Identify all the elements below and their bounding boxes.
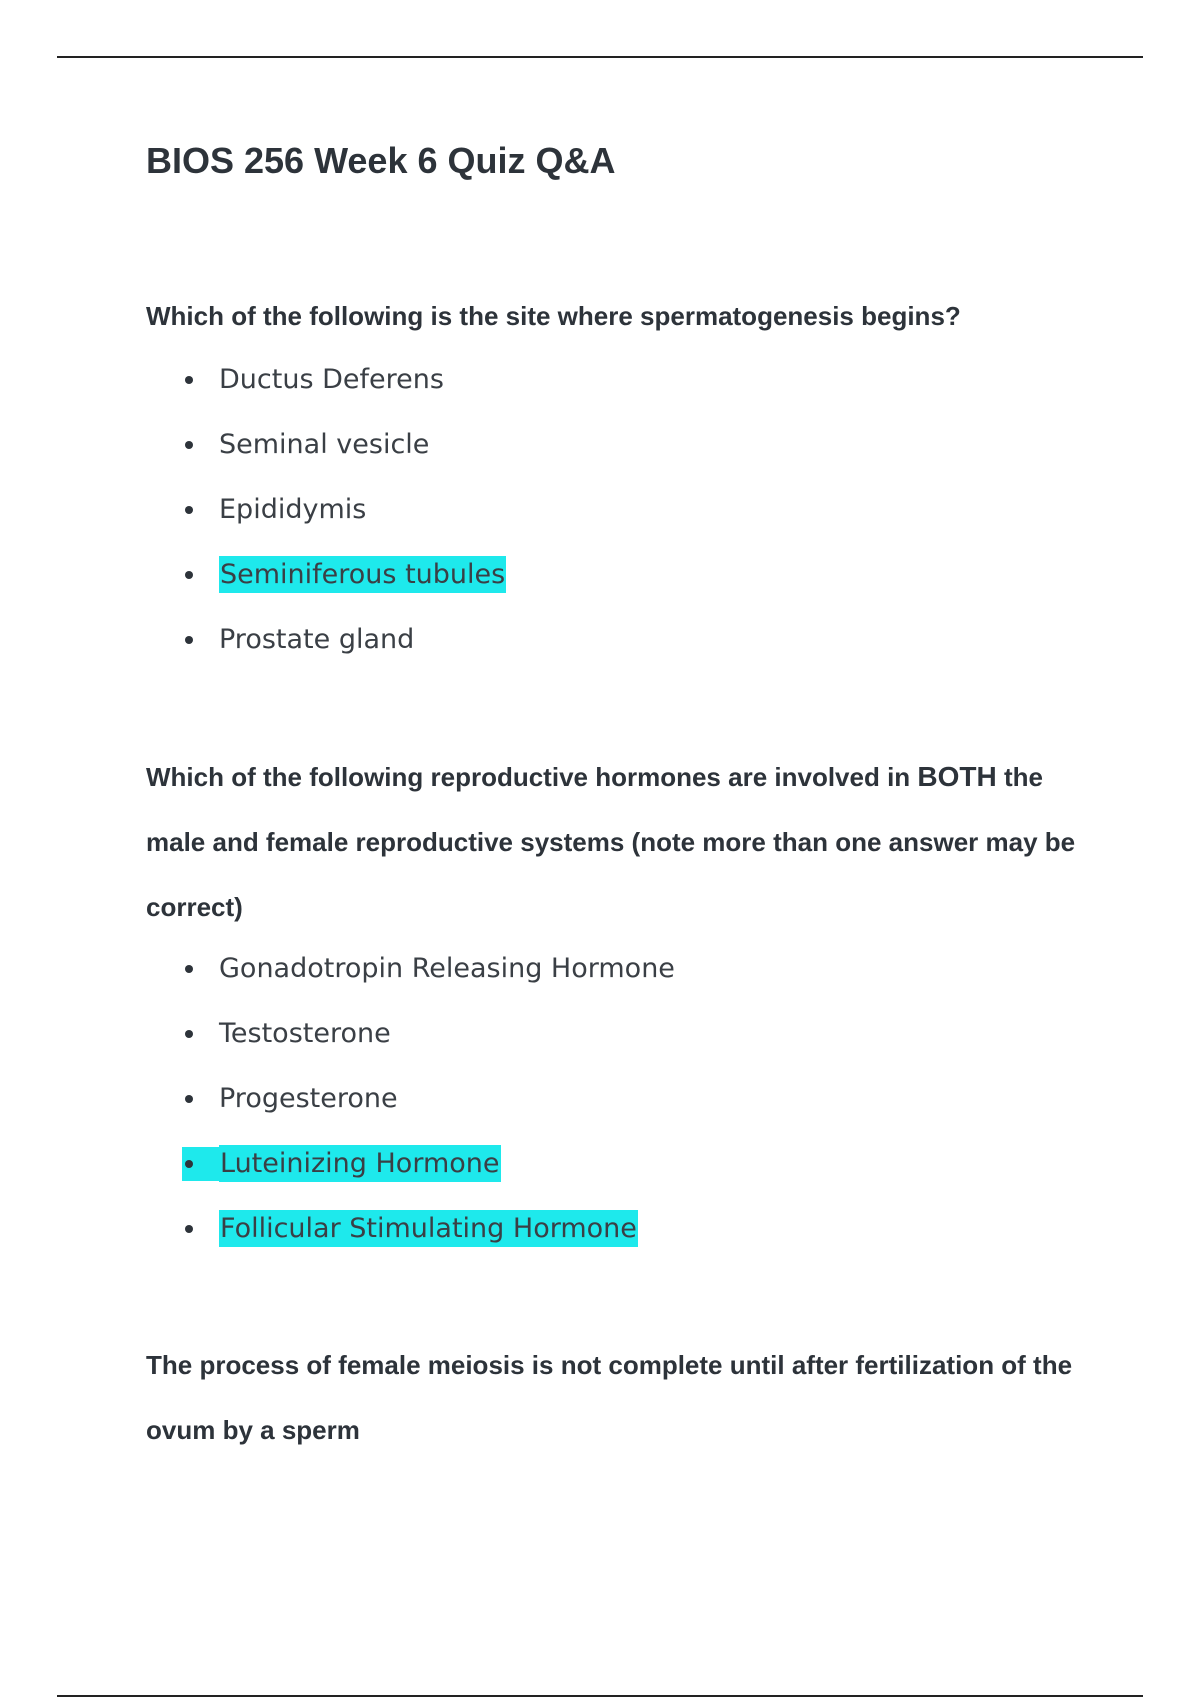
bullet-icon: [182, 1066, 200, 1131]
bullet-icon: [182, 477, 200, 542]
question-2-text-before: Which of the following reproductive hormones are involved in: [146, 762, 918, 792]
bullet-icon: [182, 607, 200, 672]
option-epididymis: Epididymis: [146, 477, 506, 542]
bullet-icon: [182, 347, 200, 412]
question-2-emphasis: BOTH: [917, 761, 997, 792]
bullet-icon: [182, 542, 200, 607]
question-2: [146, 744, 1086, 940]
option-seminiferous-tubules-answer: [146, 542, 506, 607]
question-1-options: [146, 347, 506, 672]
bottom-rule: [57, 1695, 1143, 1697]
option-progesterone: Progesterone: [146, 1066, 675, 1131]
document-title: BIOS 256 Week 6 Quiz Q&A: [146, 140, 616, 181]
question-2-options: [146, 936, 675, 1261]
option-ductus-deferens: Ductus Deferens: [146, 347, 506, 412]
option-prostate-gland: Prostate gland: [146, 607, 506, 672]
option-testosterone: Testosterone: [146, 1001, 675, 1066]
bullet-icon: [182, 1131, 200, 1196]
highlighted-answer: Luteinizing Hormone: [219, 1145, 501, 1182]
bullet-icon: [182, 936, 200, 1001]
option-luteinizing-hormone-answer: [146, 1131, 675, 1196]
bullet-icon: [182, 1001, 200, 1066]
highlighted-answer: Follicular Stimulating Hormone: [219, 1210, 638, 1247]
bullet-icon: [182, 412, 200, 477]
question-3: The process of female meiosis is not complete until after fertilization of the ovum by a sperm: [146, 1350, 1073, 1445]
option-gonadotropin-releasing-hormone: Gonadotropin Releasing Hormone: [146, 936, 675, 1001]
highlighted-answer: Seminiferous tubules: [219, 556, 506, 593]
question-2-text-after: the male and female reproductive systems (note more than one answer may be correct): [146, 762, 1076, 922]
option-follicular-stimulating-hormone-answer: [146, 1196, 675, 1261]
bullet-icon: [182, 1196, 200, 1261]
option-seminal-vesicle: Seminal vesicle: [146, 412, 506, 477]
question-1: Which of the following is the site where spermatogenesis begins?: [146, 301, 961, 331]
top-rule: [57, 56, 1143, 58]
